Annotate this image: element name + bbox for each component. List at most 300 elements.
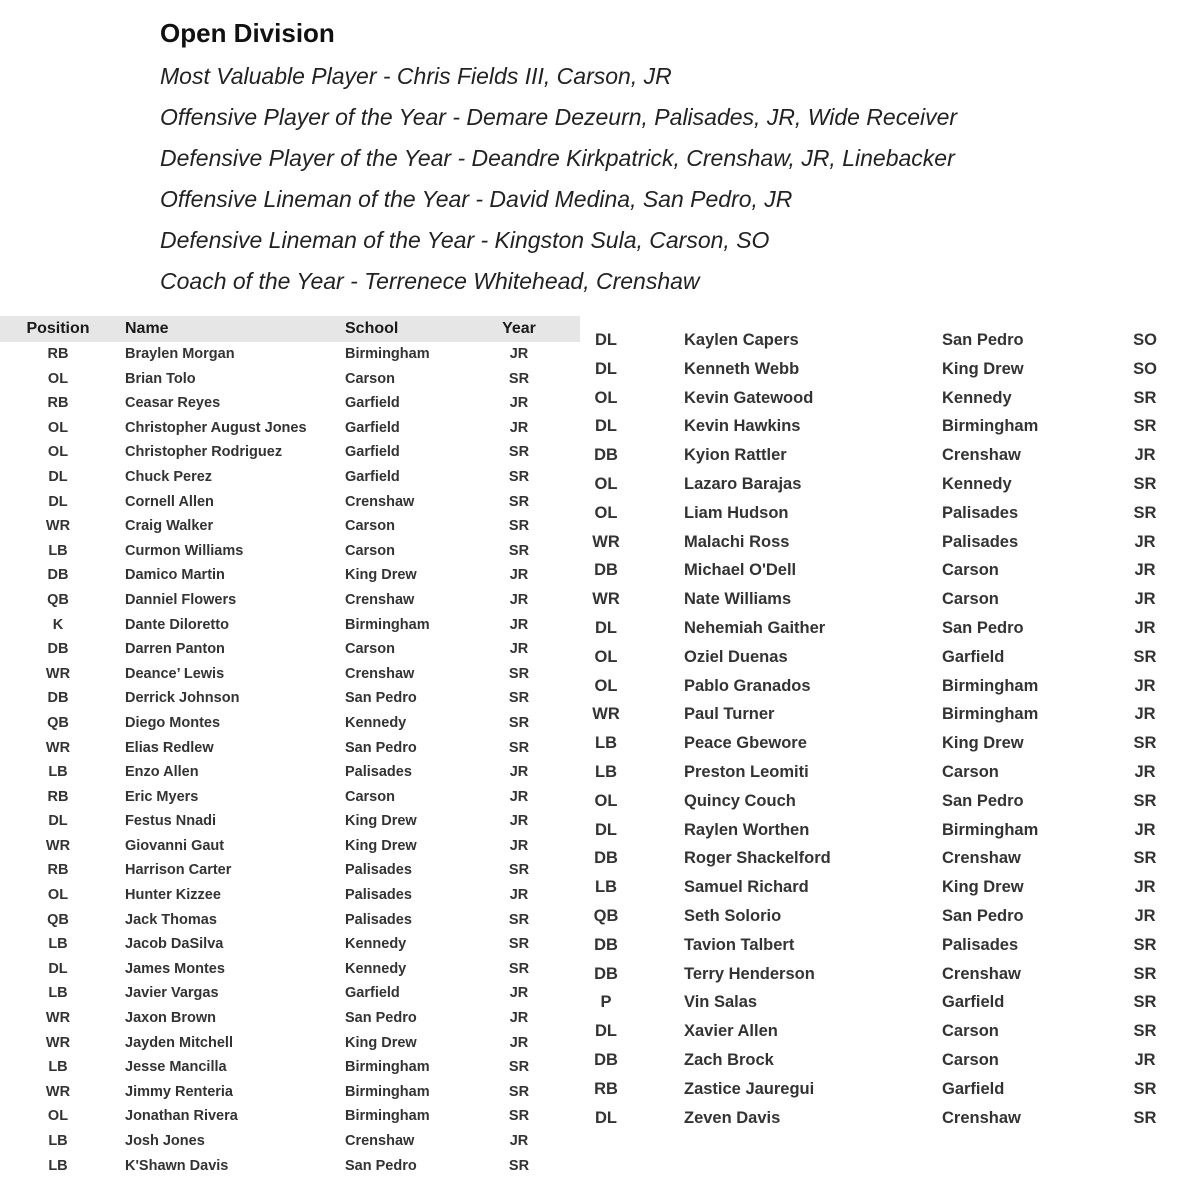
year-cell: JR [1134,561,1156,580]
award-mvp: Most Valuable Player - Chris Fields III, Carson, JR [160,63,672,89]
school-cell: Carson [942,561,999,580]
position-cell: OL [47,887,69,904]
year-cell: SR [508,1059,530,1076]
position-cell: OL [47,444,69,461]
name-cell: Craig Walker [125,518,214,535]
school-cell: Palisades [345,764,412,781]
position-cell: OL [594,388,618,407]
name-cell: Raylen Worthen [684,820,810,839]
table-row [580,845,1200,874]
year-cell: SR [508,1157,530,1174]
table-row [0,490,580,515]
name-cell: Michael O'Dell [684,561,797,580]
year-cell: JR [1134,590,1156,609]
year-cell: SR [1133,1079,1157,1098]
year-cell: JR [509,1034,529,1051]
table-row [580,989,1200,1018]
year-cell: SR [508,1083,530,1100]
school-cell: Kennedy [345,960,407,977]
table-row [580,529,1200,558]
school-cell: King Drew [942,878,1024,897]
school-cell: Crenshaw [345,493,415,510]
position-cell: LB [48,1133,68,1149]
table-row [0,736,580,761]
table-row [0,637,580,662]
school-cell: Garfield [345,419,400,436]
name-cell: Kevin Gatewood [684,388,814,407]
table-row [580,817,1200,846]
award-offensive-lineman: Offensive Lineman of the Year - David Medina, San Pedro, JR [160,186,793,212]
position-cell: RB [47,395,69,412]
school-cell: Carson [942,762,999,781]
school-cell: Carson [345,788,395,805]
table-row [0,785,580,810]
year-cell: JR [509,1133,529,1149]
position-cell: DL [595,359,617,378]
table-row [0,686,580,711]
school-cell: King Drew [345,1034,417,1051]
year-cell: JR [1134,618,1156,637]
position-cell: LB [48,542,68,559]
table-row [580,586,1200,615]
position-cell: DL [595,417,617,436]
table-row [0,514,580,539]
school-cell: King Drew [942,359,1024,378]
table-row [580,413,1200,442]
school-cell: Garfield [942,647,1005,666]
position-cell: RB [594,1079,618,1098]
school-cell: Palisades [942,935,1019,954]
school-cell: Birmingham [942,705,1039,724]
year-cell: SR [1133,417,1157,436]
name-cell: Nate Williams [684,590,792,609]
table-row [580,442,1200,471]
name-cell: Christopher Rodriguez [125,444,283,461]
school-cell: San Pedro [942,331,1024,349]
school-cell: Garfield [345,985,400,1002]
left-table-body [0,342,580,1178]
position-cell: OL [594,791,618,810]
school-cell: Carson [345,370,395,387]
table-row [580,1047,1200,1076]
position-cell: DL [48,813,68,830]
name-cell: Oziel Duenas [684,647,788,666]
year-cell: SR [508,960,530,977]
school-cell: Carson [942,1050,999,1069]
table-row [0,760,580,785]
table-row [0,1055,580,1080]
position-cell: WR [45,665,71,682]
year-cell: JR [1134,705,1156,724]
school-cell: Garfield [345,468,400,485]
name-cell: Paul Turner [684,705,775,724]
table-row [0,465,580,490]
position-cell: LB [595,878,617,897]
position-cell: LB [48,936,68,953]
year-cell: JR [509,346,529,362]
year-cell: SO [1133,331,1157,349]
position-cell: OL [594,503,618,522]
header-name: Name [125,320,169,337]
school-cell: Crenshaw [942,446,1021,465]
year-cell: JR [509,395,529,412]
school-cell: Birmingham [345,616,430,633]
school-cell: Kennedy [345,936,407,953]
school-cell: Carson [942,1022,999,1041]
year-cell: SR [1133,734,1157,753]
position-cell: LB [48,1157,68,1174]
position-cell: DL [595,820,617,839]
position-cell: DB [594,1050,618,1069]
name-cell: Diego Montes [125,714,221,731]
year-cell: JR [509,591,529,608]
position-cell: RB [47,788,69,805]
school-cell: Crenshaw [345,591,415,608]
year-cell: SR [1133,647,1157,666]
year-cell: SR [1133,791,1157,810]
school-cell: San Pedro [345,690,417,707]
table-row [0,981,580,1006]
table-row [580,644,1200,673]
position-cell: LB [48,764,68,781]
year-cell: JR [1134,762,1156,781]
award-coach: Coach of the Year - Terrenece Whitehead, Crenshaw [160,268,700,294]
table-row [580,1018,1200,1047]
year-cell: SR [508,370,530,387]
table-row [0,1129,580,1154]
table-row [580,903,1200,932]
position-cell: DL [48,468,68,485]
position-cell: QB [47,911,69,928]
year-cell: JR [509,788,529,805]
table-row [580,1105,1200,1134]
name-cell: Enzo Allen [125,764,199,781]
year-cell: SR [508,665,530,682]
year-cell: JR [1134,820,1156,839]
year-cell: JR [1134,446,1156,465]
school-cell: King Drew [345,567,417,584]
name-cell: Malachi Ross [684,532,790,551]
table-row [0,1154,580,1179]
position-cell: OL [47,1108,69,1125]
name-cell: Jaxon Brown [125,1010,217,1027]
year-cell: SR [508,1108,530,1125]
position-cell: DB [594,935,618,954]
position-cell: DB [47,567,69,584]
position-cell: QB [47,591,69,608]
position-cell: LB [595,734,617,753]
position-cell: DL [48,960,68,977]
school-cell: Kennedy [942,388,1012,407]
position-cell: DB [47,641,69,658]
name-cell: Festus Nnadi [125,813,217,830]
school-cell: Birmingham [942,820,1039,839]
name-cell: Jayden Mitchell [125,1034,233,1051]
table-row [0,588,580,613]
table-row [580,673,1200,702]
school-cell: Garfield [942,993,1005,1012]
school-cell: Crenshaw [345,665,415,682]
name-cell: Jimmy Renteria [125,1083,233,1100]
name-cell: Brian Tolo [125,370,196,387]
name-cell: Zastice Jauregui [684,1079,815,1098]
name-cell: Kaylen Capers [684,331,799,349]
school-cell: Garfield [942,1079,1005,1098]
table-row [0,391,580,416]
year-cell: SR [1133,993,1157,1012]
table-row [580,471,1200,500]
position-cell: DL [595,1108,617,1127]
roster-table-left [0,316,580,1178]
position-cell: DB [47,690,69,707]
position-cell: DL [595,618,617,637]
award-list [160,61,957,307]
table-row [580,356,1200,385]
name-cell: Elias Redlew [125,739,214,756]
position-cell: WR [45,1034,71,1051]
year-cell: JR [509,887,529,904]
year-cell: SR [508,542,530,559]
table-row [0,440,580,465]
position-cell: OL [47,370,69,387]
position-cell: DB [594,964,618,983]
position-cell: WR [592,590,620,609]
school-cell: Carson [345,641,395,658]
school-cell: Palisades [345,887,412,904]
table-row [580,932,1200,961]
name-cell: Nehemiah Gaither [684,618,826,637]
table-header [0,316,580,342]
name-cell: Braylen Morgan [125,346,235,362]
year-cell: SR [508,714,530,731]
table-row [580,327,1200,356]
award-defensive-lineman: Defensive Lineman of the Year - Kingston Sula, Carson, SO [160,227,770,253]
name-cell: Kevin Hawkins [684,417,801,436]
school-cell: San Pedro [942,618,1024,637]
name-cell: Hunter Kizzee [125,887,221,904]
table-row [580,385,1200,414]
position-cell: QB [47,714,69,731]
school-cell: Birmingham [345,346,430,362]
position-cell: P [600,993,612,1012]
name-cell: Christopher August Jones [125,419,307,436]
table-row [0,342,580,367]
right-table-body [580,327,1200,1133]
year-cell: SR [1133,474,1157,493]
header-school: School [345,320,399,337]
name-cell: Pablo Granados [684,676,811,695]
name-cell: Preston Leomiti [684,762,809,781]
table-row [580,557,1200,586]
name-cell: Terry Henderson [684,964,815,983]
table-row [0,416,580,441]
table-row [580,500,1200,529]
table-row [580,1076,1200,1105]
table-row [0,957,580,982]
name-cell: Kyion Rattler [684,446,787,465]
year-cell: JR [1134,532,1156,551]
school-cell: Birmingham [942,676,1039,695]
school-cell: Birmingham [942,417,1039,436]
school-cell: Palisades [942,532,1019,551]
position-cell: QB [593,906,619,925]
award-defensive-player: Defensive Player of the Year - Deandre Kirkpatrick, Crenshaw, JR, Linebacker [160,145,955,171]
year-cell: SO [1133,359,1157,378]
position-cell: WR [592,532,620,551]
school-cell: San Pedro [942,791,1024,810]
position-cell: WR [592,705,620,724]
name-cell: Ceasar Reyes [125,395,221,412]
year-cell: SR [508,493,530,510]
name-cell: Vin Salas [684,993,758,1012]
table-row [0,858,580,883]
year-cell: SR [1133,849,1157,868]
school-cell: San Pedro [942,906,1024,925]
school-cell: Garfield [345,444,400,461]
table-row [0,1031,580,1056]
name-cell: Dante Diloretto [125,616,229,633]
school-cell: Crenshaw [942,964,1021,983]
table-row [0,367,580,392]
year-cell: JR [1134,1050,1156,1069]
school-cell: Garfield [345,395,400,412]
name-cell: Zeven Davis [684,1108,781,1127]
name-cell: Cornell Allen [125,493,214,510]
school-cell: Carson [345,542,395,559]
year-cell: SR [1133,1022,1157,1041]
position-cell: DB [594,561,618,580]
position-cell: OL [47,419,69,436]
name-cell: K'Shawn Davis [125,1157,229,1174]
table-row [0,711,580,736]
year-cell: SR [508,468,530,485]
division-title: Open Division [160,18,335,48]
name-cell: Chuck Perez [125,468,213,485]
name-cell: Jack Thomas [125,911,217,928]
position-cell: DL [595,1022,617,1041]
school-cell: King Drew [345,837,417,854]
year-cell: JR [509,837,529,854]
position-cell: RB [47,862,69,879]
year-cell: JR [1134,878,1156,897]
table-row [0,1080,580,1105]
name-cell: Harrison Carter [125,862,232,879]
year-cell: JR [509,419,529,436]
school-cell: San Pedro [345,739,417,756]
school-cell: Palisades [345,862,412,879]
year-cell: SR [508,911,530,928]
name-cell: Lazaro Barajas [684,474,802,493]
table-row [0,1006,580,1031]
name-cell: Zach Brock [684,1050,774,1069]
year-cell: SR [1133,964,1157,983]
position-cell: RB [47,346,69,362]
year-cell: SR [1133,935,1157,954]
position-cell: WR [45,518,71,535]
year-cell: SR [508,936,530,953]
name-cell: Samuel Richard [684,878,809,897]
position-cell: LB [48,985,68,1002]
name-cell: Damico Martin [125,567,225,584]
year-cell: JR [509,985,529,1002]
table-row [580,615,1200,644]
position-cell: WR [45,1010,71,1027]
position-cell: DB [594,446,618,465]
year-cell: JR [509,641,529,658]
award-offensive-player: Offensive Player of the Year - Demare Dezeurn, Palisades, JR, Wide Receiver [160,104,958,130]
school-cell: Palisades [942,503,1019,522]
position-cell: LB [48,1059,68,1076]
name-cell: Jesse Mancilla [125,1059,227,1076]
school-cell: Palisades [345,911,412,928]
name-cell: Javier Vargas [125,985,219,1002]
name-cell: Jacob DaSilva [125,936,224,953]
name-cell: Darren Panton [125,641,225,658]
name-cell: Seth Solorio [684,906,782,925]
table-row [0,613,580,638]
table-row [0,1104,580,1129]
position-cell: DL [48,493,68,510]
table-row [0,908,580,933]
year-cell: JR [1134,906,1156,925]
year-cell: SR [508,739,530,756]
name-cell: Eric Myers [125,788,199,805]
school-cell: San Pedro [345,1157,417,1174]
school-cell: Birmingham [345,1059,430,1076]
position-cell: WR [45,739,71,756]
name-cell: Curmon Williams [125,542,244,559]
table-row [580,961,1200,990]
school-cell: Crenshaw [345,1133,415,1149]
name-cell: Roger Shackelford [684,849,831,868]
year-cell: SR [508,518,530,535]
year-cell: JR [509,764,529,781]
table-row [0,932,580,957]
school-cell: Kennedy [942,474,1012,493]
position-cell: K [52,616,64,633]
table-row [0,809,580,834]
table-row [580,759,1200,788]
table-row [580,874,1200,903]
year-cell: JR [509,813,529,830]
year-cell: SR [1133,388,1157,407]
school-cell: Carson [345,518,395,535]
table-row [580,701,1200,730]
school-cell: Kennedy [345,714,407,731]
year-cell: SR [508,444,530,461]
school-cell: King Drew [942,734,1024,753]
school-cell: King Drew [345,813,417,830]
name-cell: Kenneth Webb [684,359,800,378]
year-cell: JR [1134,676,1156,695]
header-position: Position [26,320,90,337]
year-cell: JR [509,616,529,633]
year-cell: JR [509,567,529,584]
position-cell: WR [45,837,71,854]
name-cell: Deance’ Lewis [125,665,225,682]
table-row [0,662,580,687]
name-cell: Giovanni Gaut [125,837,225,854]
table-row [0,883,580,908]
year-cell: SR [508,690,530,707]
roster-table-right [580,327,1200,1133]
school-cell: Crenshaw [942,849,1021,868]
year-cell: JR [509,1010,529,1027]
position-cell: OL [594,647,618,666]
position-cell: LB [595,762,617,781]
school-cell: Birmingham [345,1083,430,1100]
name-cell: Peace Gbewore [684,734,807,753]
